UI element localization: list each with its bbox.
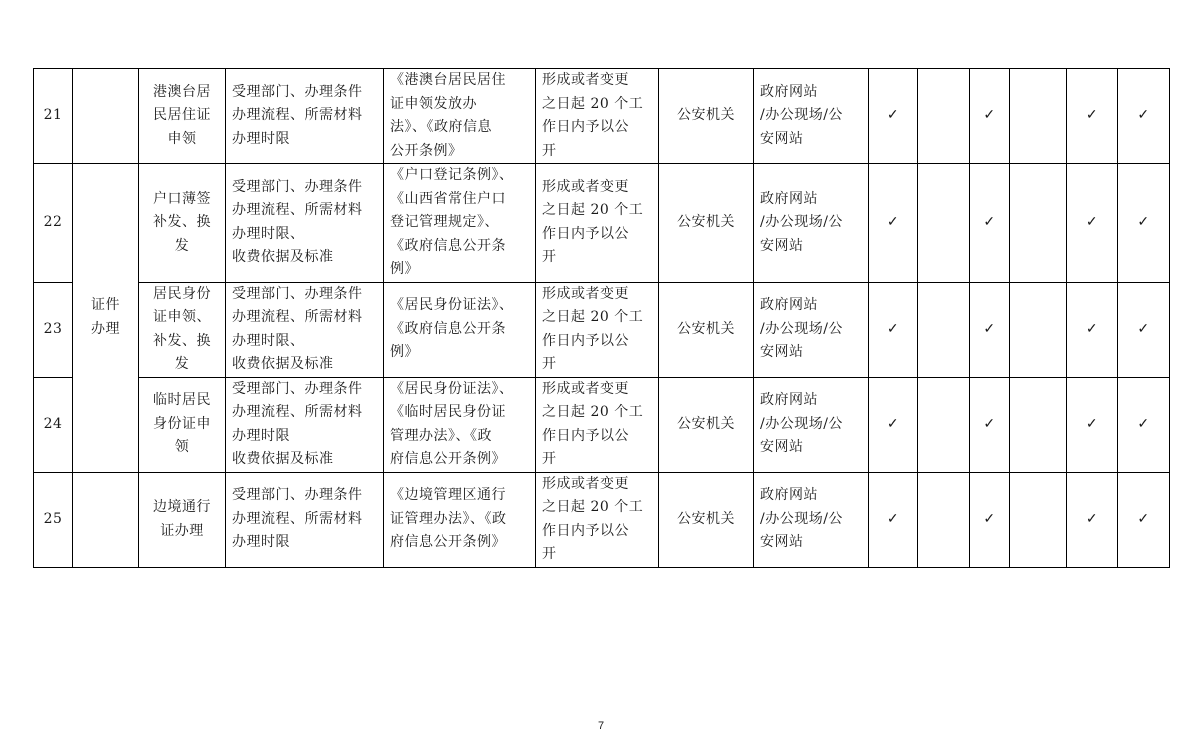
check-mark-icon: ✓ (886, 320, 900, 337)
check-mark-icon: ✓ (1137, 510, 1150, 527)
row-number: 24 (34, 377, 73, 472)
check-mark-icon: ✓ (1085, 214, 1099, 230)
responsible-dept: 公安机关 (659, 164, 754, 283)
category-cell: 证件 办理 (73, 164, 139, 473)
disclosure-channel: 政府网站 /办公现场/公 安网站 (754, 282, 869, 377)
category-cell-blank (73, 472, 139, 567)
check-cell (1118, 472, 1170, 567)
legal-basis: 《户口登记条例》、 《山西省常住户口 登记管理规定》、 《政府信息公开条 例》 (384, 164, 536, 283)
row-number: 22 (34, 164, 73, 283)
check-mark-icon: ✓ (983, 415, 996, 432)
responsible-dept: 公安机关 (659, 377, 754, 472)
category-cell-blank (73, 69, 139, 164)
check-cell (918, 377, 970, 472)
check-cell (869, 69, 918, 164)
row-number: 21 (34, 69, 73, 164)
check-mark-icon: ✓ (1137, 107, 1150, 124)
check-mark-icon: ✓ (1137, 415, 1150, 432)
responsible-dept: 公安机关 (659, 69, 754, 164)
check-cell (1010, 69, 1067, 164)
check-cell (1010, 377, 1067, 472)
check-cell (918, 282, 970, 377)
check-cell (970, 282, 1010, 377)
check-mark-icon: ✓ (1137, 320, 1150, 337)
table-row (34, 472, 1170, 567)
check-cell (918, 472, 970, 567)
disclosure-time: 形成或者变更 之日起 20 个工 作日内予以公 开 (536, 69, 659, 164)
check-cell (869, 472, 918, 567)
check-mark-icon: ✓ (983, 320, 996, 337)
responsible-dept: 公安机关 (659, 472, 754, 567)
check-cell (869, 377, 918, 472)
responsible-dept: 公安机关 (659, 282, 754, 377)
check-cell (970, 377, 1010, 472)
disclosure-content: 受理部门、办理条件 办理流程、所需材料 办理时限、 收费依据及标准 (226, 164, 384, 283)
check-cell (1067, 377, 1118, 472)
page-number: 7 (597, 720, 605, 732)
check-cell (869, 282, 918, 377)
disclosure-table (33, 68, 1170, 568)
disclosure-time: 形成或者变更 之日起 20 个工 作日内予以公 开 (536, 164, 659, 283)
item-name: 港澳台居 民居住证 申领 (139, 69, 226, 164)
legal-basis: 《居民身份证法》、 《政府信息公开条 例》 (384, 282, 536, 377)
check-cell (1067, 164, 1118, 283)
check-cell (918, 164, 970, 283)
check-mark-icon: ✓ (886, 510, 900, 527)
check-mark-icon: ✓ (1085, 415, 1099, 432)
check-mark-icon: ✓ (1085, 510, 1099, 527)
item-name: 居民身份 证申领、 补发、换 发 (139, 282, 226, 377)
check-cell (1067, 282, 1118, 377)
check-cell (1010, 282, 1067, 377)
check-cell (1067, 69, 1118, 164)
disclosure-content: 受理部门、办理条件 办理流程、所需材料 办理时限 收费依据及标准 (226, 377, 384, 472)
check-cell (918, 69, 970, 164)
table-row (34, 164, 1170, 283)
check-cell (1010, 164, 1067, 283)
table-row (34, 69, 1170, 164)
check-mark-icon: ✓ (886, 214, 900, 230)
check-cell (1118, 164, 1170, 283)
check-mark-icon: ✓ (983, 214, 996, 230)
row-number: 23 (34, 282, 73, 377)
check-cell (1010, 472, 1067, 567)
item-name: 边境通行 证办理 (139, 472, 226, 567)
check-cell (1118, 282, 1170, 377)
check-mark-icon: ✓ (886, 415, 900, 432)
disclosure-channel: 政府网站 /办公现场/公 安网站 (754, 377, 869, 472)
disclosure-content: 受理部门、办理条件 办理流程、所需材料 办理时限、 收费依据及标准 (226, 282, 384, 377)
legal-basis: 《边境管理区通行 证管理办法》、《政 府信息公开条例》 (384, 472, 536, 567)
table-row (34, 282, 1170, 377)
check-mark-icon: ✓ (1085, 320, 1099, 337)
disclosure-content: 受理部门、办理条件 办理流程、所需材料 办理时限 (226, 69, 384, 164)
disclosure-channel: 政府网站 /办公现场/公 安网站 (754, 164, 869, 283)
check-mark-icon: ✓ (1137, 214, 1150, 230)
check-mark-icon: ✓ (886, 107, 900, 124)
check-cell (970, 69, 1010, 164)
item-name: 临时居民 身份证申 领 (139, 377, 226, 472)
check-mark-icon: ✓ (983, 510, 996, 527)
disclosure-time: 形成或者变更 之日起 20 个工 作日内予以公 开 (536, 472, 659, 567)
disclosure-content: 受理部门、办理条件 办理流程、所需材料 办理时限 (226, 472, 384, 567)
row-number: 25 (34, 472, 73, 567)
disclosure-channel: 政府网站 /办公现场/公 安网站 (754, 69, 869, 164)
check-cell (970, 472, 1010, 567)
legal-basis: 《港澳台居民居住 证申领发放办 法》、《政府信息 公开条例》 (384, 69, 536, 164)
check-cell (1118, 377, 1170, 472)
check-mark-icon: ✓ (983, 107, 996, 124)
check-cell (1118, 69, 1170, 164)
check-cell (970, 164, 1010, 283)
check-cell (869, 164, 918, 283)
legal-basis: 《居民身份证法》、 《临时居民身份证 管理办法》、《政 府信息公开条例》 (384, 377, 536, 472)
check-cell (1067, 472, 1118, 567)
disclosure-channel: 政府网站 /办公现场/公 安网站 (754, 472, 869, 567)
check-mark-icon: ✓ (1085, 107, 1099, 124)
disclosure-time: 形成或者变更 之日起 20 个工 作日内予以公 开 (536, 282, 659, 377)
table-row (34, 377, 1170, 472)
disclosure-time: 形成或者变更 之日起 20 个工 作日内予以公 开 (536, 377, 659, 472)
item-name: 户口薄签 补发、换 发 (139, 164, 226, 283)
